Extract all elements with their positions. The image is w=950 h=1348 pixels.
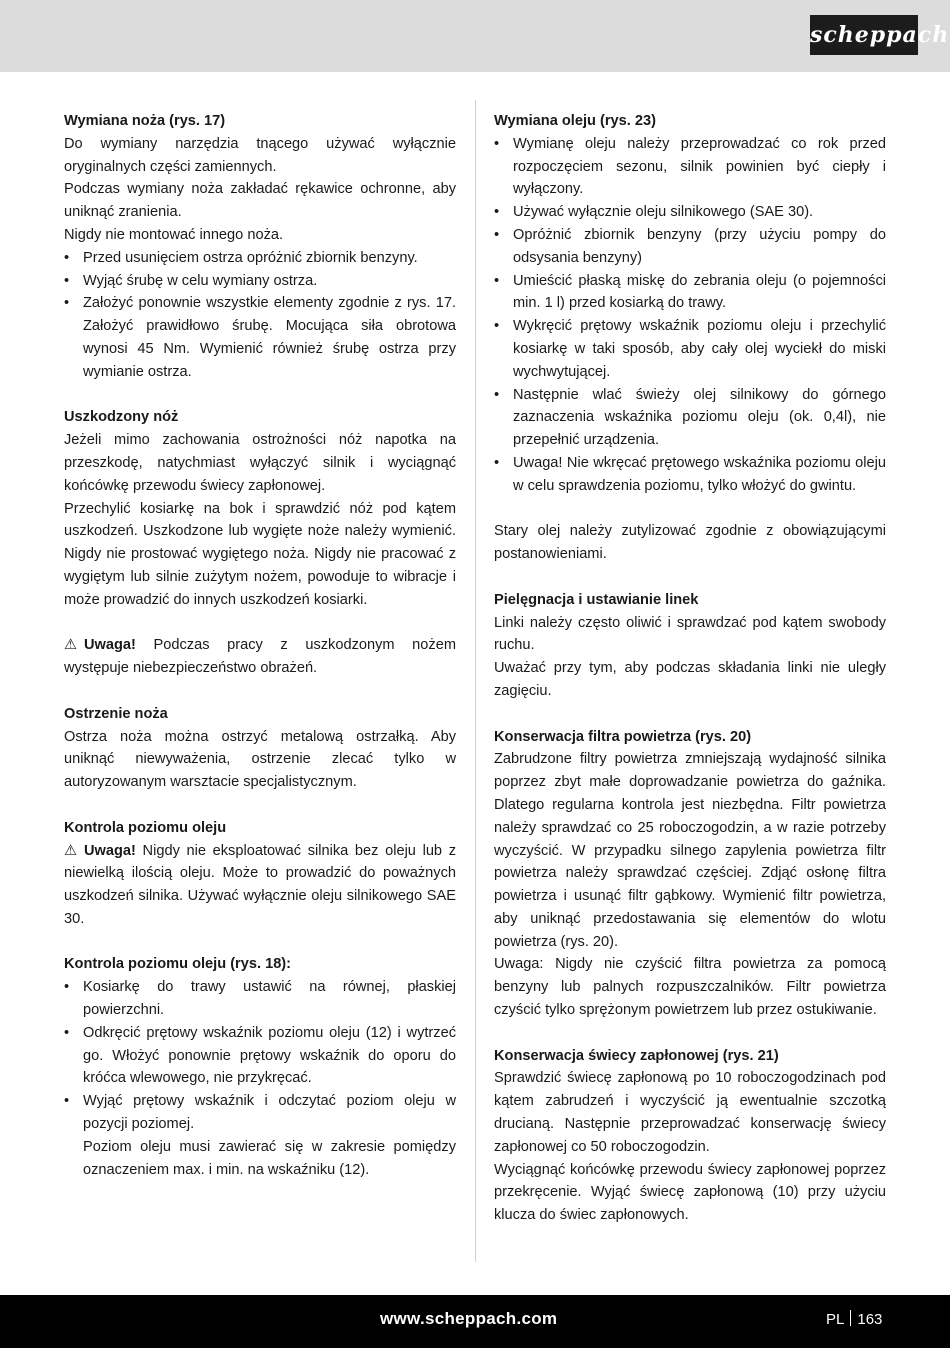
paragraph: Sprawdzić świecę zapłonową po 10 roboczogodzinach pod kątem zabrudzeń i wyczyścić ją ewentualnie szczotką drucianą. Następnie przeprowadzać konserwację świecy zapłonowej co 50 roboczogodzin.	[494, 1070, 886, 1155]
section-oil-change	[494, 110, 886, 498]
section-oil-check	[64, 817, 456, 931]
warning-label: Uwaga!	[84, 842, 136, 859]
brand-logo: scheppach	[810, 15, 918, 55]
list-item: • Następnie wlać świeży olej silnikowy do górnego zaznaczenia wskaźnika poziomu oleju (ok. 0,4l), nie przepełnić urządzenia.	[494, 384, 886, 452]
website-link[interactable]: www.scheppach.com	[380, 1309, 558, 1328]
paragraph: Zabrudzone filtry powietrza zmniejszają wydajność silnika poprzez zbyt małe doprowadzanie powietrza do gaźnika. Dlatego regularna kontrola jest niezbędna. Filtr powietrza należy sprawdzać co 25 roboczogodzin, a w razie potrzeby wyczyścić. W przypadku silnego zapylenia powietrza filtr powietrza należy sprawdzać częściej. Zdjąć osłonę filtra powietrza i usunąć filtr gąbkowy. Wymienić filtr powietrza, aby uniknąć przedostawania się elementów do wlotu powietrza (rys. 20).	[494, 751, 886, 950]
section-heading: Kontrola poziomu oleju	[64, 819, 227, 836]
list-item: • Wymianę oleju należy przeprowadzać co rok przed rozpoczęciem sezonu, silnik powinien być ciepły i wyłączony.	[494, 133, 886, 201]
section-heading: Ostrzenie noża	[64, 705, 168, 722]
section-oil-check-figure	[64, 953, 456, 1181]
warning-paragraph	[64, 634, 456, 680]
section-damaged-warning	[64, 634, 456, 680]
section-heading: Pielęgnacja i ustawianie linek	[494, 591, 699, 608]
paragraph: Wyciągnąć końcówkę przewodu świecy zapłonowej poprzez przekręcenie. Wyjąć świecę zapłonową (10) przy użyciu klucza do świec zapłonowych.	[494, 1161, 886, 1224]
paragraph: Jeżeli mimo zachowania ostrożności nóż napotka na przeszkodę, natychmiast wyłączyć silnik i wyciągnąć końcówkę przewodu świecy zapłonowej.	[64, 432, 456, 494]
section-spark-plug	[494, 1045, 886, 1227]
header-band	[0, 0, 950, 72]
paragraph: Przechylić kosiarkę na bok i sprawdzić nóż pod kątem uszkodzeń. Uszkodzone lub wygięte noże należy wymienić. Nigdy nie prostować wygiętego noża. Nigdy nie pracować z wygiętym lub silnie zużytym nożem, powoduje to wibracje i może prowadzić do innych uszkodzeń kosiarki.	[64, 500, 456, 608]
left-column	[64, 110, 456, 1204]
section-heading: Uszkodzony nóż	[64, 409, 179, 426]
section-disposal	[494, 520, 886, 566]
bullet-list	[494, 133, 886, 498]
section-heading: Wymiana oleju (rys. 23)	[494, 113, 656, 129]
column-divider	[475, 100, 476, 1262]
list-item: • Odkręcić prętowy wskaźnik poziomu oleju (12) i wytrzeć go. Włożyć ponownie prętowy wskaźnik do oporu do króćca wlewowego, nie przykręcać.	[64, 1022, 456, 1090]
paragraph: Nigdy nie montować innego noża.	[64, 226, 284, 243]
section-damaged-knife	[64, 406, 456, 611]
list-item: • Używać wyłącznie oleju silnikowego (SAE 30).	[494, 201, 886, 224]
section-sharpening	[64, 703, 456, 794]
paragraph: Uwaga: Nigdy nie czyścić filtra powietrza za pomocą benzyny lub palnych rozpuszczalników. Filtr powietrza czyścić tylko sprężonym powietrzem lub przez ostukiwanie.	[494, 956, 886, 1019]
paragraph: Do wymiany narzędzia tnącego używać wyłącznie oryginalnych części zamiennych.	[64, 135, 456, 175]
page-indicator	[826, 1310, 882, 1328]
bullet-list	[64, 976, 456, 1181]
section-cables	[494, 589, 886, 703]
paragraph: Linki należy często oliwić i sprawdzać pod kątem swobody ruchu.	[494, 614, 886, 654]
section-heading: Kontrola poziomu oleju (rys. 18):	[64, 956, 292, 973]
language-code: PL	[826, 1311, 845, 1328]
footer-bar	[0, 1295, 950, 1348]
paragraph: Uważać przy tym, aby podczas składania linki nie uległy zagięciu.	[494, 660, 886, 699]
section-knife-replacement	[64, 110, 456, 384]
list-item: • Wykręcić prętowy wskaźnik poziomu oleju i przechylić kosiarkę w taki sposób, aby cały olej wyciekł do miski wychwytującej.	[494, 315, 886, 383]
warning-text: Podczas pracy z uszkodzonym nożem występuje niebezpieczeństwo obrażeń.	[64, 637, 456, 677]
section-heading: Wymiana noża (rys. 17)	[64, 113, 226, 129]
page-separator	[850, 1310, 851, 1326]
list-item: • Założyć ponownie wszystkie elementy zgodnie z rys. 17. Założyć prawidłowo śrubę. Mocująca siła obrotowa wynosi 45 Nm. Wymienić również śrubę ostrza przy wymianie ostrza.	[64, 292, 456, 383]
list-item: • Kosiarkę do trawy ustawić na równej, płaskiej powierzchni.	[64, 976, 456, 1022]
list-item: • Uwaga! Nie wkręcać prętowego wskaźnika poziomu oleju w celu sprawdzenia poziomu, tylko włożyć do gwintu.	[494, 452, 886, 498]
warning-label: Uwaga!	[84, 637, 136, 654]
paragraph: Podczas wymiany noża zakładać rękawice ochronne, aby uniknąć zranienia.	[64, 181, 456, 221]
warning-text: Nigdy nie eksploatować silnika bez oleju lub z niewielką ilością oleju. Może to prowadzić do poważnych uszkodzeń silnika. Używać wyłącznie oleju silnikowego SAE 30.	[64, 842, 456, 927]
section-air-filter	[494, 726, 886, 1022]
list-item-note: Poziom oleju musi zawierać się w zakresie pomiędzy oznaczeniem max. i min. na wskaźniku (12).	[83, 1138, 456, 1178]
paragraph: Ostrza noża można ostrzyć metalową ostrzałką. Aby uniknąć niewyważenia, ostrzenie zlecać tylko w autoryzowanym warsztacie specjalistycznym.	[64, 728, 456, 791]
list-item: • Przed usunięciem ostrza opróżnić zbiornik benzyny.	[64, 247, 456, 270]
section-heading: Konserwacja filtra powietrza (rys. 20)	[494, 728, 752, 745]
list-item: • Wyjąć śrubę w celu wymiany ostrza.	[64, 270, 456, 293]
list-item: • Umieścić płaską miskę do zebrania oleju (o pojemności min. 1 l) przed kosiarką do trawy.	[494, 270, 886, 316]
page-number: 163	[857, 1311, 883, 1328]
warning-paragraph	[64, 840, 456, 931]
paragraph: Stary olej należy zutylizować zgodnie z obowiązującymi postanowieniami.	[494, 523, 886, 563]
list-item: • Opróżnić zbiornik benzyny (przy użyciu pompy do odsysania benzyny)	[494, 224, 886, 270]
list-item	[64, 1090, 456, 1181]
list-item-text: Wyjąć prętowy wskaźnik i odczytać poziom oleju w pozycji poziomej.	[83, 1093, 456, 1133]
section-heading: Konserwacja świecy zapłonowej (rys. 21)	[494, 1047, 779, 1064]
warning-triangle-icon: ⚠	[64, 842, 78, 859]
right-column	[494, 110, 886, 1250]
bullet-list	[64, 247, 456, 384]
warning-triangle-icon: ⚠	[64, 637, 78, 654]
